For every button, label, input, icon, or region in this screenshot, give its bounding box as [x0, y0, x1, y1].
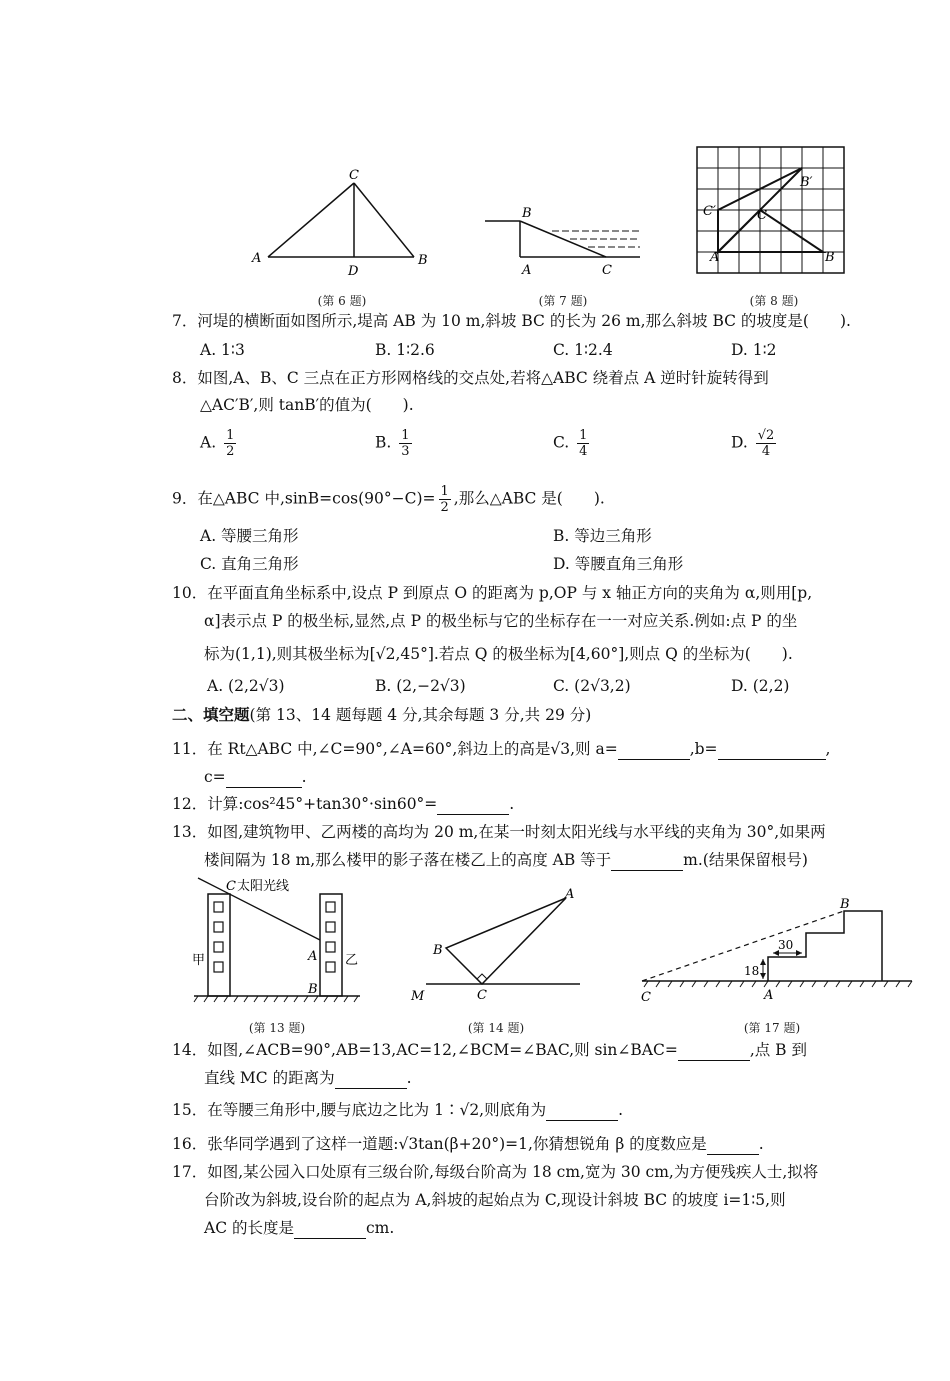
q14-blank-a[interactable]: [678, 1045, 750, 1061]
q8c-num: 1: [579, 428, 588, 443]
q14-text-a: 14．如图,∠ACB=90°,AB=13,AC=12,∠BCM=∠BAC,则 sin∠BAC=: [172, 1041, 678, 1059]
q15-text-b: .: [618, 1101, 624, 1119]
q8-option-c: [553, 428, 592, 459]
q16-text-b: .: [758, 1135, 764, 1153]
q17-line1: 17．如图,某公园入口处原有三级台阶,每级台阶高为 18 cm,宽为 30 cm,为方便残疾人士,拟将: [172, 1163, 819, 1181]
fig14-caption: (第 14 题): [467, 1021, 525, 1035]
fig13-label-jia: 甲: [192, 953, 206, 968]
q9-stem-a: 9．在△ABC 中,sinB=cos(90°−C)=: [172, 489, 436, 508]
q11-text-c: ,: [825, 740, 831, 758]
fig14-label-M: M: [411, 989, 425, 1004]
fig13-caption: (第 13 题): [248, 1021, 306, 1035]
q16-text-a: 16．张华同学遇到了这样一道题:√3tan(β+20°)=1,你猜想锐角 β 的度数应是: [172, 1135, 707, 1153]
q11-line2: [204, 766, 930, 788]
q8-option-b-letter: B.: [375, 433, 392, 452]
fig17-label-width: 30: [778, 938, 794, 952]
q11-text-a: 11．在 Rt△ABC 中,∠C=90°,∠A=60°,斜边上的高是√3,则 a=: [172, 740, 618, 758]
q16-line: [172, 1133, 930, 1155]
q13-blank[interactable]: [611, 855, 683, 871]
q17-line2: 台阶改为斜坡,设台阶的起点为 A,斜坡的起始点为 C,现设计斜坡 BC 的坡度 i=1∶5,则: [204, 1191, 786, 1209]
q14-line1: [172, 1039, 930, 1061]
fig8-label-A: A: [710, 250, 720, 265]
fig17-caption: (第 17 题): [743, 1021, 801, 1035]
q12-text-b: .: [509, 795, 515, 813]
q14-text-b: ,点 B 到: [749, 1041, 807, 1059]
figure-14: [408, 882, 588, 1006]
q9-option-d: D. 等腰直角三角形: [553, 555, 684, 573]
figure-6: [248, 165, 438, 280]
fig6-caption: (第 6 题): [317, 294, 367, 308]
fig8-label-B: B: [825, 250, 835, 265]
q8d-num: √2: [757, 428, 775, 443]
q8-option-a-fraction: [224, 428, 236, 459]
fig8-label-C: C: [757, 208, 767, 223]
q15-blank[interactable]: [546, 1105, 618, 1121]
q9-option-b: B. 等边三角形: [553, 527, 652, 545]
figure-7: [480, 195, 645, 280]
fig17-label-height: 18: [744, 964, 760, 978]
q9-num: 1: [440, 484, 449, 499]
q14-text-c: 直线 MC 的距离为: [204, 1069, 335, 1087]
q8-option-a-letter: A.: [200, 433, 217, 452]
q8b-den: 3: [401, 444, 410, 459]
figure-8: [694, 143, 850, 278]
fig14-label-B: B: [433, 943, 443, 958]
q11-text-b: ,b=: [689, 740, 718, 758]
fig14-label-A: A: [565, 887, 575, 902]
q10-line3: 标为(1,1),则其极坐标为[√2,45°].若点 Q 的极坐标为[4,60°],则点 Q 的坐标为( ).: [204, 645, 793, 663]
q10-line1: 10．在平面直角坐标系中,设点 P 到原点 O 的距离为 p,OP 与 x 轴正方向的夹角为 α,则用[p,: [172, 584, 813, 602]
q11-blank-b[interactable]: [718, 744, 826, 760]
q10-option-a: A. (2,2√3): [207, 677, 285, 695]
fig6-label-C: C: [349, 168, 359, 183]
q10-option-d: D. (2,2): [731, 677, 790, 695]
q11-blank-a[interactable]: [618, 744, 690, 760]
q14-blank-b[interactable]: [335, 1073, 407, 1089]
q14-line2: [204, 1067, 930, 1089]
q8c-den: 4: [579, 444, 588, 459]
q10-line2: α]表示点 P 的极坐标,显然,点 P 的极坐标与它的坐标存在一一对应关系.例如:点 P 的坐: [204, 612, 798, 630]
q8d-den: 4: [761, 444, 771, 459]
q7-option-d: D. 1∶2: [731, 341, 777, 359]
q13-text-b: m.(结果保留根号): [683, 851, 808, 869]
fig13-label-C: C: [226, 879, 236, 894]
q8b-num: 1: [401, 428, 410, 443]
fig17-label-C: C: [641, 990, 651, 1005]
fig17-label-A: A: [764, 988, 774, 1003]
q13-line2: [204, 849, 930, 871]
fig7-caption: (第 7 题): [538, 294, 588, 308]
q7-option-a: A. 1∶3: [200, 341, 245, 359]
q8-option-d-fraction: [756, 428, 777, 459]
fig13-label-sun: 太阳光线: [237, 879, 290, 894]
q8-option-c-letter: C.: [553, 433, 570, 452]
q10-option-b: B. (2,−2√3): [375, 677, 466, 695]
section-2-note: (第 13、14 题每题 4 分,其余每题 3 分,共 29 分): [249, 706, 592, 724]
fig8-label-Cp: C′: [703, 204, 716, 219]
q8-stem-line1: 8．如图,A、B、C 三点在正方形网格线的交点处,若将△ABC 绕着点 A 逆时针旋转得到: [172, 369, 769, 387]
q8-option-d-letter: D.: [731, 433, 748, 452]
q11-line1: [172, 738, 930, 760]
q8-option-b: [375, 428, 415, 459]
q8-option-a: [200, 428, 239, 459]
figure-13: [188, 872, 368, 1007]
fig6-label-A: A: [252, 251, 262, 266]
q11-text-d: c=: [204, 768, 226, 786]
q8-option-c-fraction: [577, 428, 589, 459]
section-2-title: 二、填空题: [172, 705, 250, 724]
q8a-den: 2: [226, 444, 235, 459]
fig8-label-Bp: B′: [800, 175, 813, 190]
q17-blank[interactable]: [294, 1223, 366, 1239]
fig8-caption: (第 8 题): [749, 294, 799, 308]
q8-option-d: [731, 428, 779, 459]
q16-blank[interactable]: [707, 1139, 759, 1155]
fig7-label-A: A: [522, 263, 532, 278]
q9-option-a: A. 等腰三角形: [200, 527, 299, 545]
fig7-label-C: C: [602, 263, 612, 278]
fig17-label-B: B: [840, 897, 850, 912]
q12-text-a: 12．计算:cos²45°+tan30°·sin60°=: [172, 795, 438, 813]
q13-text-a: 楼间隔为 18 m,那么楼甲的影子落在楼乙上的高度 AB 等于: [204, 851, 612, 869]
q11-blank-c[interactable]: [226, 772, 302, 788]
q9-option-c: C. 直角三角形: [200, 555, 299, 573]
q15-line: [172, 1099, 930, 1121]
q8-stem-line2: △AC′B′,则 tanB′的值为( ).: [200, 396, 414, 414]
q14-text-d: .: [406, 1069, 412, 1087]
q17-line3: [204, 1217, 930, 1239]
section-2-heading: [172, 704, 930, 726]
fig14-label-C: C: [477, 988, 487, 1003]
q7-option-b: B. 1∶2.6: [375, 341, 435, 359]
fig13-label-A: A: [308, 949, 318, 964]
q9-stem-b: ,那么△ABC 是( ).: [453, 489, 605, 508]
q17-text-a: AC 的长度是: [204, 1219, 294, 1237]
fig13-label-B: B: [308, 982, 318, 997]
q15-text-a: 15．在等腰三角形中,腰与底边之比为 1∶√2,则底角为: [172, 1101, 547, 1119]
q8a-num: 1: [226, 428, 235, 443]
fig7-label-B: B: [522, 206, 532, 221]
q8-option-b-fraction: [399, 428, 411, 459]
q12-blank[interactable]: [437, 799, 509, 815]
q10-option-c: C. (2√3,2): [553, 677, 631, 695]
q9-fraction: [439, 484, 451, 515]
q17-text-b: cm.: [365, 1219, 395, 1237]
q7-option-c: C. 1∶2.4: [553, 341, 613, 359]
fig6-label-D: D: [348, 264, 359, 279]
fig13-label-yi: 乙: [345, 953, 359, 968]
q12-line: [172, 793, 930, 815]
q13-line1: 13．如图,建筑物甲、乙两楼的高均为 20 m,在某一时刻太阳光线与水平线的夹角为 30°,如果两: [172, 823, 826, 841]
q9-stem: [172, 484, 930, 515]
q9-den: 2: [440, 500, 449, 515]
figure-17: [632, 893, 917, 1008]
q7-stem: 7．河堤的横断面如图所示,堤高 AB 为 10 m,斜坡 BC 的长为 26 m,那么斜坡 BC 的坡度是( ).: [172, 312, 851, 330]
fig6-label-B: B: [418, 253, 428, 268]
q11-text-e: .: [301, 768, 307, 786]
